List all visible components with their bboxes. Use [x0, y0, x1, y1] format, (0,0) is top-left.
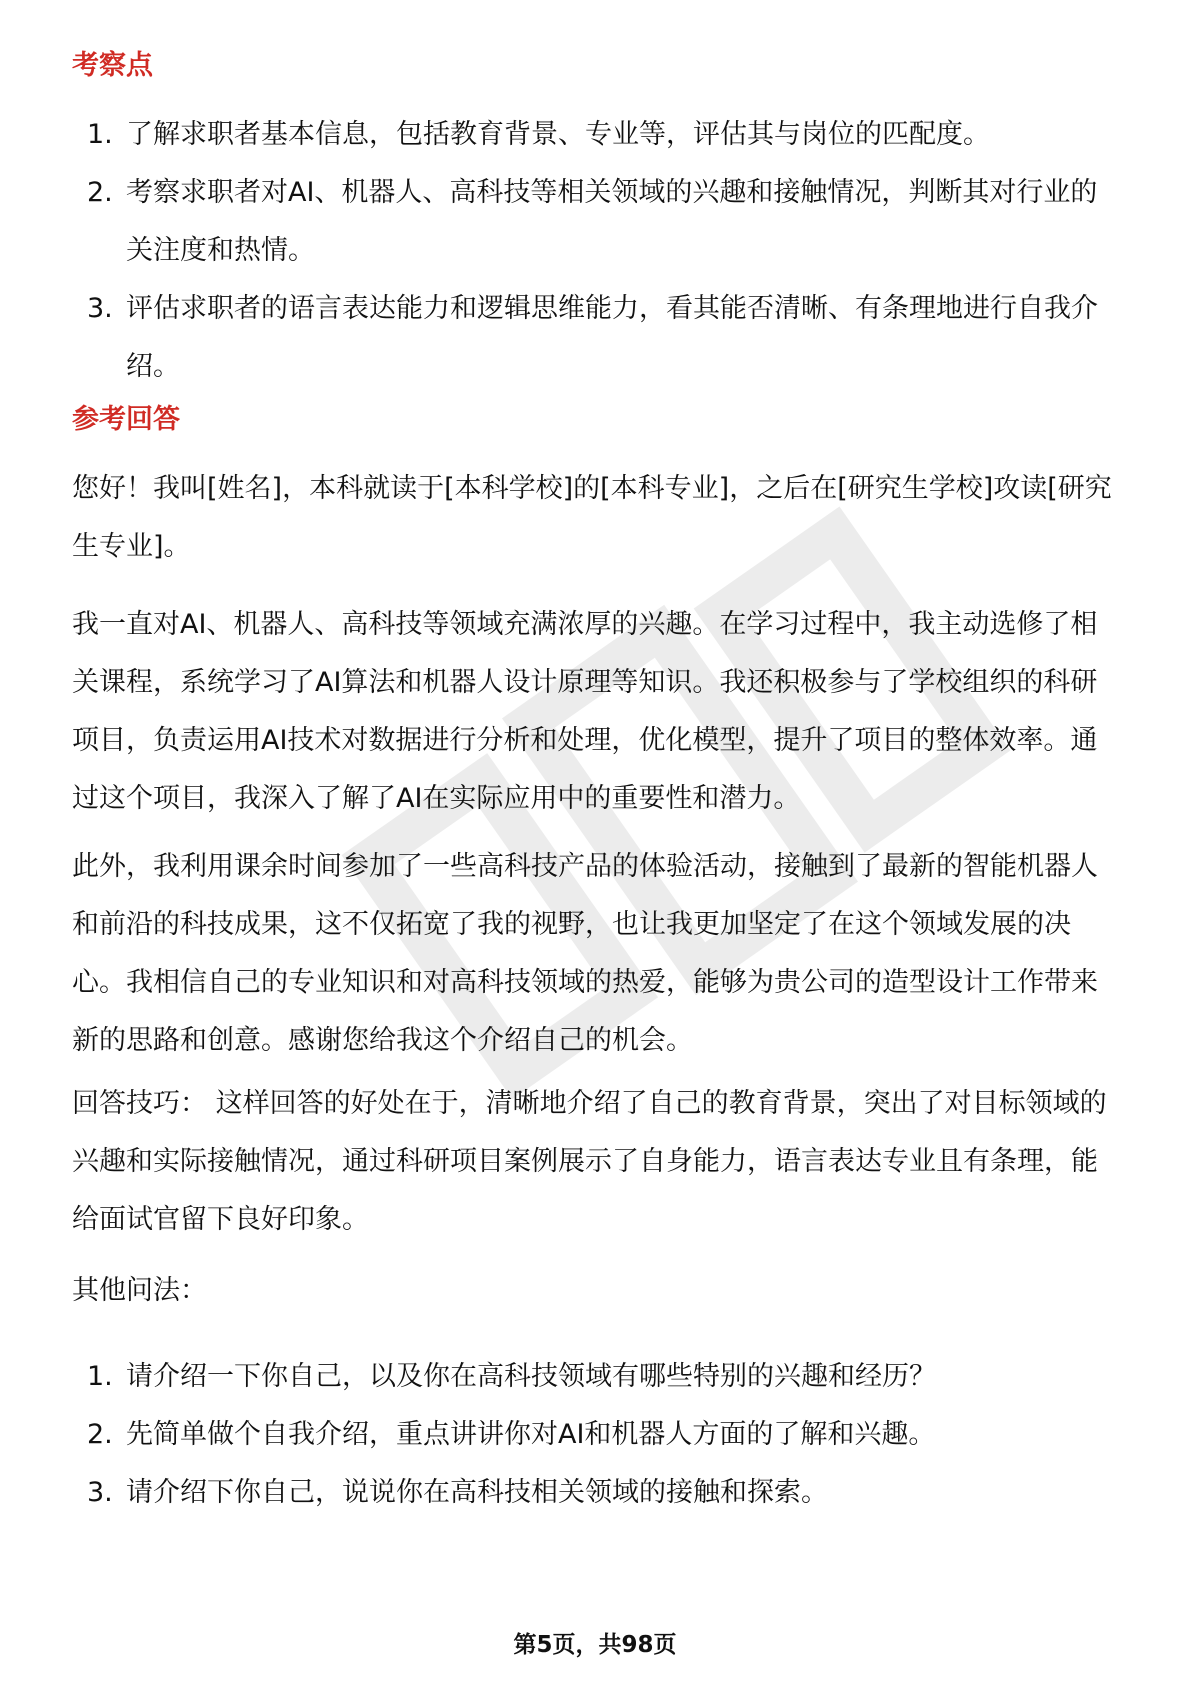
page-number-footer: 第5页，共98页 [513, 1632, 677, 1658]
list-item-text: 评估求职者的语言表达能力和逻辑思维能力，看其能否清晰、有条理地进行自我介绍。 [126, 293, 1098, 382]
list-item-text: 考察求职者对AI、机器人、高科技等相关领域的兴趣和接触情况，判断其对行业的关注度和热情。 [126, 177, 1098, 266]
list-number: 1. [87, 1361, 113, 1392]
section-title-key-points: 考察点 [72, 50, 153, 81]
answer-tips-paragraph: 回答技巧： 这样回答的好处在于，清晰地介绍了自己的教育背景，突出了对目标领域的兴趣和实际接触情况，通过科研项目案例展示了自身能力，语言表达专业且有条理，能给面试官留下良好印象。 [72, 1088, 1107, 1235]
list-item [72, 1348, 1122, 1406]
list-item-text: 了解求职者基本信息，包括教育背景、专业等，评估其与岗位的匹配度。 [126, 119, 990, 150]
other-questions-list [72, 1348, 1122, 1522]
list-number: 2. [87, 1419, 113, 1450]
other-questions-label: 其他问法： [72, 1275, 207, 1306]
list-number: 2. [87, 177, 113, 208]
answer-paragraph-experience: 此外，我利用课余时间参加了一些高科技产品的体验活动，接触到了最新的智能机器人和前沿的科技成果，这不仅拓宽了我的视野，也让我更加坚定了在这个领域发展的决心。我相信自己的专业知识和对高科技领域的热爱，能够为贵公司的造型设计工作带来新的思路和创意。感谢您给我这个介绍自己的机会。 [72, 851, 1098, 1056]
key-points-list [72, 106, 1122, 396]
list-number: 3. [87, 293, 113, 324]
list-item-text: 先简单做个自我介绍，重点讲讲你对AI和机器人方面的了解和兴趣。 [126, 1419, 936, 1450]
answer-paragraph-intro: 您好！我叫[姓名]，本科就读于[本科学校]的[本科专业]，之后在[研究生学校]攻读[研究生专业]。 [72, 473, 1112, 562]
list-item [72, 1464, 1122, 1522]
list-item [72, 106, 1122, 164]
list-item [72, 164, 1122, 280]
list-number: 3. [87, 1477, 113, 1508]
section-title-reference-answer: 参考回答 [72, 404, 180, 435]
list-item-text: 请介绍一下你自己，以及你在高科技领域有哪些特别的兴趣和经历？ [126, 1361, 936, 1392]
list-item [72, 1406, 1122, 1464]
list-item-text: 请介绍下你自己，说说你在高科技相关领域的接触和探索。 [126, 1477, 828, 1508]
list-number: 1. [87, 119, 113, 150]
list-item [72, 280, 1122, 396]
answer-paragraph-interest: 我一直对AI、机器人、高科技等领域充满浓厚的兴趣。在学习过程中，我主动选修了相关课程，系统学习了AI算法和机器人设计原理等知识。我还积极参与了学校组织的科研项目，负责运用AI技术对数据进行分析和处理，优化模型，提升了项目的整体效率。通过这个项目，我深入了解了AI在实际应用中的重要性和潜力。 [72, 609, 1098, 814]
